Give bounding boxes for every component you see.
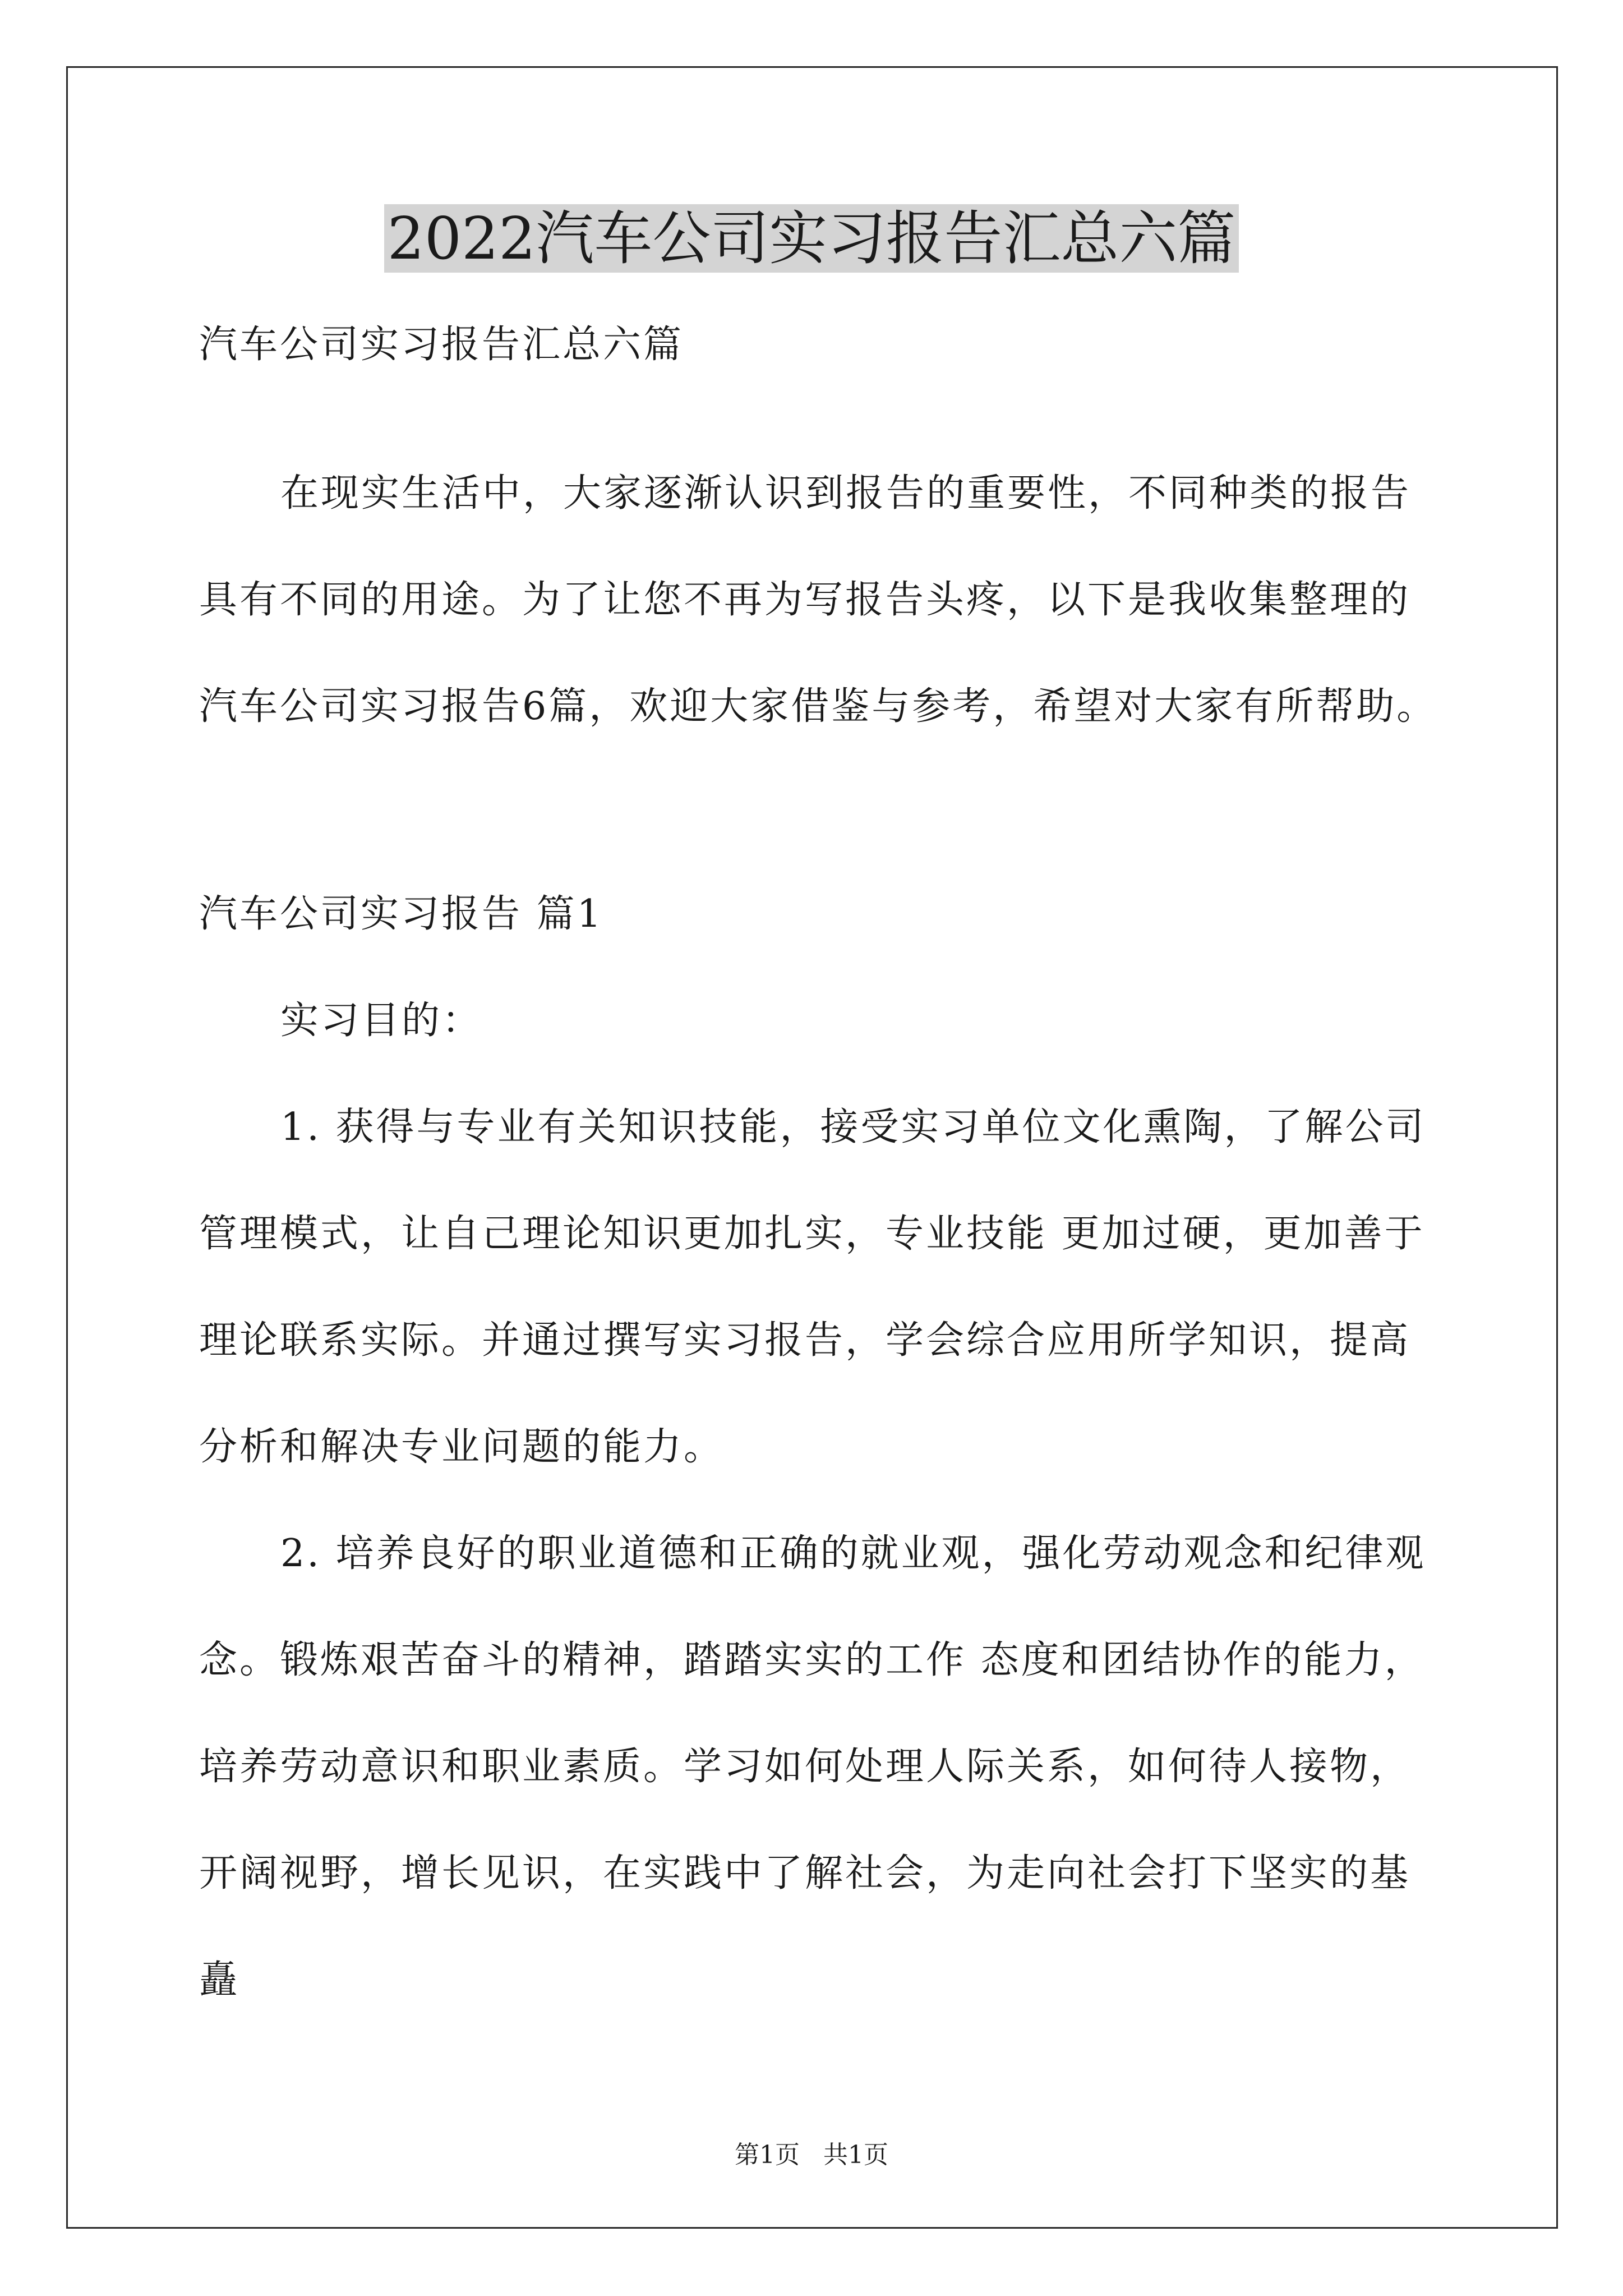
item2-line-3: 培养劳动意识和职业素质。学习如何处理人际关系，如何待人接物， bbox=[199, 1745, 1411, 1789]
document-subtitle: 汽车公司实习报告汇总六篇 bbox=[199, 323, 684, 367]
item2-line-4: 开阔视野，增长见识，在实践中了解社会，为走向社会打下坚实的基 bbox=[199, 1851, 1411, 1895]
purpose-heading: 实习目的： bbox=[280, 999, 483, 1043]
item2-line-5: 矗 bbox=[199, 1958, 240, 2002]
item1-line-3: 理论联系实际。并通过撰写实习报告，学会综合应用所学知识，提高 bbox=[199, 1318, 1411, 1363]
item2-line-1: 2. 培养良好的职业道德和正确的就业观，强化劳动观念和纪律观 bbox=[280, 1531, 1426, 1576]
item2-line-2: 念。锻炼艰苦奋斗的精神，踏踏实实的工作 态度和团结协作的能力， bbox=[199, 1638, 1425, 1682]
section-heading: 汽车公司实习报告 篇1 bbox=[199, 892, 603, 936]
intro-line-2: 具有不同的用途。为了让您不再为写报告头疼，以下是我收集整理的 bbox=[199, 578, 1411, 622]
intro-line-1: 在现实生活中，大家逐渐认识到报告的重要性，不同种类的报告 bbox=[280, 471, 1412, 516]
document-title: 2022汽车公司实习报告汇总六篇 bbox=[0, 202, 1623, 275]
intro-line-3: 汽车公司实习报告6篇，欢迎大家借鉴与参考，希望对大家有所帮助。 bbox=[199, 684, 1437, 729]
page-number: 第1页 共1页 bbox=[735, 2141, 888, 2169]
item1-line-4: 分析和解决专业问题的能力。 bbox=[199, 1425, 725, 1469]
item1-line-1: 1. 获得与专业有关知识技能，接受实习单位文化熏陶，了解公司 bbox=[280, 1105, 1426, 1149]
item1-line-2: 管理模式，让自己理论知识更加扎实，专业技能 更加过硬，更加善于 bbox=[199, 1212, 1425, 1256]
